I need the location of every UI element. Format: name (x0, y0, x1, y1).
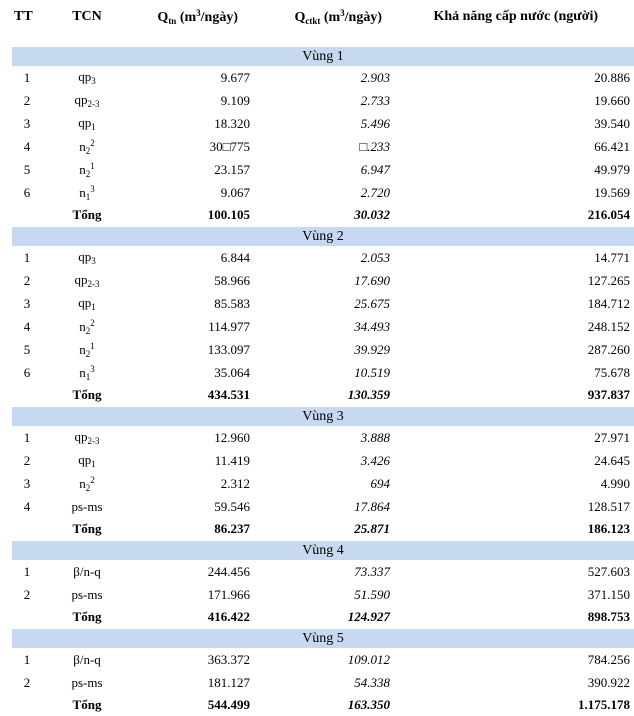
capacity-value: 27.971 (392, 426, 634, 449)
qtn-value: 59.546 (132, 495, 252, 518)
qtn-value: 363.372 (132, 648, 252, 671)
table-row (12, 472, 634, 495)
table-row (12, 361, 634, 384)
qctkt-value: 6.947 (252, 158, 392, 181)
zone-title: Vùng 2 (12, 227, 634, 247)
capacity-value: 14.771 (392, 246, 634, 269)
header-tcn: TCN (42, 0, 132, 34)
table-row (12, 495, 634, 518)
capacity-value: 66.421 (392, 135, 634, 158)
qctkt-value: 3.888 (252, 426, 392, 449)
capacity-value: 784.256 (392, 648, 634, 671)
qctkt-value: □.233 (252, 135, 392, 158)
table-row (12, 338, 634, 361)
zone-title: Vùng 5 (12, 629, 634, 649)
row-number: 3 (12, 472, 42, 495)
aquifer-code: β/n-q (42, 648, 132, 671)
total-capacity: 216.054 (392, 204, 634, 227)
qtn-value: 85.583 (132, 292, 252, 315)
capacity-value: 24.645 (392, 449, 634, 472)
capacity-value: 128.517 (392, 495, 634, 518)
aquifer-code: $qp_{2-3}$ (42, 269, 132, 292)
aquifer-code: $qp_1$ (42, 449, 132, 472)
row-number: 1 (12, 246, 42, 269)
aquifer-code: ps-ms (42, 671, 132, 694)
total-blank (12, 518, 42, 541)
qctkt-value: 73.337 (252, 560, 392, 583)
capacity-value: 287.260 (392, 338, 634, 361)
table-row (12, 648, 634, 671)
header-capacity: Khả năng cấp nước (người) (392, 0, 634, 34)
table-row (12, 426, 634, 449)
qtn-value: 12.960 (132, 426, 252, 449)
row-number: 4 (12, 135, 42, 158)
qctkt-value: 694 (252, 472, 392, 495)
capacity-value: 19.660 (392, 89, 634, 112)
qtn-value: 23.157 (132, 158, 252, 181)
qtn-value: 181.127 (132, 671, 252, 694)
zone-header-row (12, 541, 634, 561)
qctkt-value: 17.864 (252, 495, 392, 518)
total-qtn: 544.499 (132, 694, 252, 716)
row-number: 2 (12, 583, 42, 606)
table-row (12, 66, 634, 89)
row-number: 4 (12, 495, 42, 518)
qctkt-value: 10.519 (252, 361, 392, 384)
total-qtn: 434.531 (132, 384, 252, 407)
header-qtn: $Q_{tn}$ $(m^3/ngày)$ (132, 0, 252, 34)
row-number: 2 (12, 671, 42, 694)
qctkt-value: 109.012 (252, 648, 392, 671)
table-body (12, 47, 634, 716)
capacity-value: 184.712 (392, 292, 634, 315)
capacity-value: 248.152 (392, 315, 634, 338)
qctkt-value: 2.720 (252, 181, 392, 204)
total-label: Tổng (42, 384, 132, 407)
row-number: 5 (12, 158, 42, 181)
qctkt-value: 54.338 (252, 671, 392, 694)
total-blank (12, 694, 42, 716)
table-row (12, 292, 634, 315)
capacity-value: 39.540 (392, 112, 634, 135)
qctkt-value: 34.493 (252, 315, 392, 338)
zone-header-row (12, 227, 634, 247)
capacity-value: 75.678 (392, 361, 634, 384)
qtn-value: 171.966 (132, 583, 252, 606)
aquifer-code: $qp_{2-3}$ (42, 89, 132, 112)
qtn-value: 9.109 (132, 89, 252, 112)
row-number: 1 (12, 426, 42, 449)
aquifer-code: $qp_3$ (42, 66, 132, 89)
table-row (12, 583, 634, 606)
qctkt-value: 17.690 (252, 269, 392, 292)
qtn-value: 30□775 (132, 135, 252, 158)
row-number: 5 (12, 338, 42, 361)
table-row (12, 135, 634, 158)
table-row (12, 158, 634, 181)
row-number: 1 (12, 648, 42, 671)
total-qtn: 416.422 (132, 606, 252, 629)
capacity-value: 127.265 (392, 269, 634, 292)
row-number: 2 (12, 449, 42, 472)
qtn-value: 11.419 (132, 449, 252, 472)
water-supply-table (12, 0, 634, 716)
aquifer-code: $n_1^3$ (42, 181, 132, 204)
total-qctkt: 130.359 (252, 384, 392, 407)
zone-header-row (12, 629, 634, 649)
qtn-value: 9.067 (132, 181, 252, 204)
qctkt-value: 2.053 (252, 246, 392, 269)
aquifer-code: $qp_1$ (42, 112, 132, 135)
row-number: 3 (12, 292, 42, 315)
aquifer-code: ps-ms (42, 495, 132, 518)
zone-title: Vùng 3 (12, 407, 634, 427)
total-row (12, 204, 634, 227)
aquifer-code: $qp_{2-3}$ (42, 426, 132, 449)
total-qtn: 86.237 (132, 518, 252, 541)
table-row (12, 246, 634, 269)
zone-header-row (12, 407, 634, 427)
capacity-value: 4.990 (392, 472, 634, 495)
aquifer-code: $qp_1$ (42, 292, 132, 315)
total-label: Tổng (42, 606, 132, 629)
total-label: Tổng (42, 204, 132, 227)
zone-title: Vùng 1 (12, 47, 634, 67)
total-qctkt: 25.871 (252, 518, 392, 541)
total-row (12, 518, 634, 541)
table-row (12, 560, 634, 583)
qtn-value: 2.312 (132, 472, 252, 495)
zone-header-row (12, 47, 634, 67)
qtn-value: 244.456 (132, 560, 252, 583)
table-row (12, 269, 634, 292)
zone-title: Vùng 4 (12, 541, 634, 561)
total-blank (12, 204, 42, 227)
row-number: 3 (12, 112, 42, 135)
aquifer-code: $qp_3$ (42, 246, 132, 269)
capacity-value: 390.922 (392, 671, 634, 694)
qctkt-value: 3.426 (252, 449, 392, 472)
header-qctkt: $Q_{ctkt}$ $(m^3/ngày)$ (252, 0, 392, 34)
capacity-value: 371.150 (392, 583, 634, 606)
total-capacity: 186.123 (392, 518, 634, 541)
total-label: Tổng (42, 518, 132, 541)
total-row (12, 384, 634, 407)
aquifer-code: $n_1^3$ (42, 361, 132, 384)
aquifer-code: $n_2^2$ (42, 135, 132, 158)
qctkt-value: 2.903 (252, 66, 392, 89)
total-blank (12, 384, 42, 407)
qctkt-value: 51.590 (252, 583, 392, 606)
capacity-value: 527.603 (392, 560, 634, 583)
total-blank (12, 606, 42, 629)
row-number: 6 (12, 361, 42, 384)
row-number: 2 (12, 89, 42, 112)
total-qctkt: 163.350 (252, 694, 392, 716)
qctkt-value: 39.929 (252, 338, 392, 361)
total-row (12, 606, 634, 629)
aquifer-code: β/n-q (42, 560, 132, 583)
table-row (12, 315, 634, 338)
capacity-value: 20.886 (392, 66, 634, 89)
row-number: 1 (12, 560, 42, 583)
total-row (12, 694, 634, 716)
qtn-value: 9.677 (132, 66, 252, 89)
qtn-value: 18.320 (132, 112, 252, 135)
row-number: 2 (12, 269, 42, 292)
total-capacity: 898.753 (392, 606, 634, 629)
aquifer-code: $n_2^1$ (42, 338, 132, 361)
total-qctkt: 30.032 (252, 204, 392, 227)
qtn-value: 133.097 (132, 338, 252, 361)
aquifer-code: $n_2^1$ (42, 158, 132, 181)
total-capacity: 1.175.178 (392, 694, 634, 716)
aquifer-code: ps-ms (42, 583, 132, 606)
qtn-value: 58.966 (132, 269, 252, 292)
row-number: 1 (12, 66, 42, 89)
qtn-value: 35.064 (132, 361, 252, 384)
total-label: Tổng (42, 694, 132, 716)
row-number: 6 (12, 181, 42, 204)
qctkt-value: 5.496 (252, 112, 392, 135)
table-row (12, 181, 634, 204)
qtn-value: 114.977 (132, 315, 252, 338)
aquifer-code: $n_2^2$ (42, 315, 132, 338)
total-qctkt: 124.927 (252, 606, 392, 629)
capacity-value: 49.979 (392, 158, 634, 181)
row-number: 4 (12, 315, 42, 338)
table-row (12, 449, 634, 472)
header-row (12, 0, 634, 34)
total-capacity: 937.837 (392, 384, 634, 407)
table-row (12, 89, 634, 112)
qctkt-value: 2.733 (252, 89, 392, 112)
table-row (12, 671, 634, 694)
qtn-value: 6.844 (132, 246, 252, 269)
qctkt-value: 25.675 (252, 292, 392, 315)
aquifer-code: $n_2^2$ (42, 472, 132, 495)
capacity-value: 19.569 (392, 181, 634, 204)
total-qtn: 100.105 (132, 204, 252, 227)
header-tt: TT (12, 0, 42, 34)
table-row (12, 112, 634, 135)
